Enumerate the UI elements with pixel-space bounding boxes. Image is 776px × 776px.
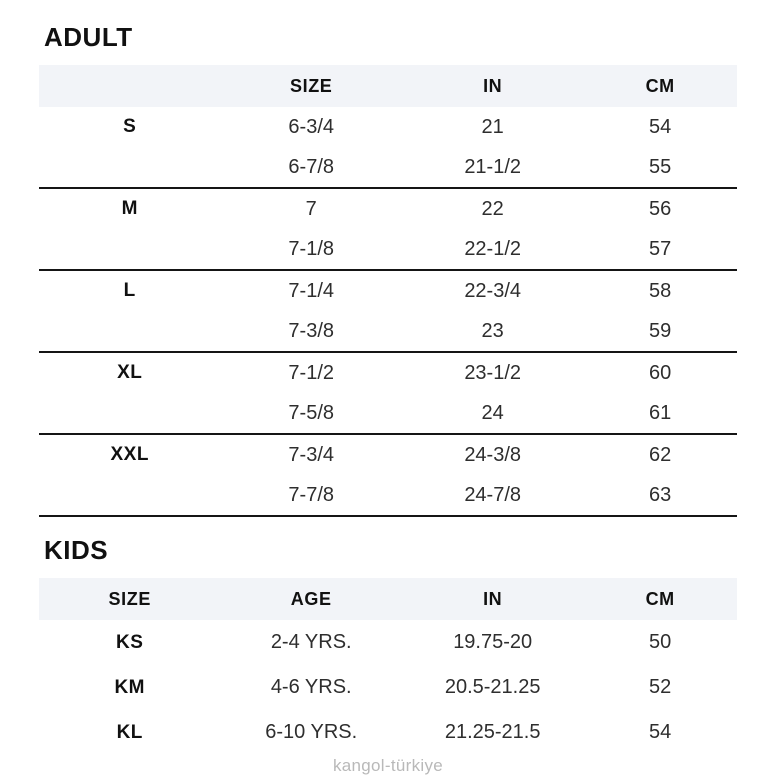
cell-cm: 60	[649, 361, 672, 384]
adult-size-group-l	[39, 271, 737, 353]
cell-size: 7-3/8	[288, 319, 334, 342]
cell-age: 6-10 YRS.	[265, 721, 358, 743]
adult-size-group-s	[39, 107, 737, 189]
adult-table-header-row	[39, 65, 737, 107]
cell-in: 23-1/2	[464, 361, 522, 384]
cell-size: 7-7/8	[288, 483, 334, 506]
table-row	[39, 189, 737, 229]
adult-section-heading: ADULT	[44, 22, 133, 52]
adult-size-group-xl	[39, 353, 737, 435]
size-group-label: M	[121, 198, 138, 219]
table-row	[39, 311, 737, 351]
cell-in: 21.25-21.5	[444, 721, 541, 743]
kids-header-age: AGE	[290, 588, 332, 609]
cell-in: 21	[481, 115, 504, 138]
adult-size-group-m	[39, 189, 737, 271]
cell-cm: 61	[649, 401, 672, 424]
cell-cm: 58	[649, 279, 672, 302]
kids-header-in: IN	[483, 588, 503, 609]
cell-in: 19.75-20	[453, 631, 533, 653]
cell-size: 7-1/8	[288, 237, 334, 260]
kids-size-table	[39, 578, 737, 755]
adult-size-group-xxl	[39, 435, 737, 517]
kids-table-header-row	[39, 578, 737, 620]
table-row	[39, 229, 737, 269]
cell-in: 22-1/2	[464, 237, 522, 260]
cell-in: 24-7/8	[464, 483, 522, 506]
table-row	[39, 475, 737, 515]
table-row	[39, 620, 737, 665]
cell-in: 24-3/8	[464, 443, 522, 466]
size-chart-page	[39, 22, 737, 776]
size-group-label: XL	[117, 362, 143, 383]
cell-cm: 52	[649, 676, 672, 698]
cell-age: 4-6 YRS.	[270, 676, 352, 698]
adult-header-in: IN	[483, 75, 503, 96]
cell-size: 7-1/2	[288, 361, 334, 384]
cell-cm: 50	[649, 631, 672, 653]
size-group-label: L	[123, 280, 136, 301]
adult-header-cm: CM	[645, 75, 675, 96]
cell-size: 7	[305, 197, 317, 220]
adult-size-table	[39, 65, 737, 517]
cell-in: 22	[481, 197, 504, 220]
cell-size: 7-1/4	[288, 279, 334, 302]
table-row	[39, 665, 737, 710]
cell-in: 23	[481, 319, 504, 342]
size-group-label: XXL	[110, 444, 149, 465]
table-row	[39, 107, 737, 147]
site-watermark: kangol-türkiye	[332, 756, 444, 775]
table-row	[39, 435, 737, 475]
cell-kids-size: KL	[116, 721, 143, 743]
cell-age: 2-4 YRS.	[270, 631, 352, 653]
cell-cm: 59	[649, 319, 672, 342]
cell-cm: 55	[649, 155, 672, 178]
table-row	[39, 710, 737, 755]
cell-cm: 63	[649, 483, 672, 506]
cell-in: 22-3/4	[464, 279, 522, 302]
table-row	[39, 393, 737, 433]
cell-in: 21-1/2	[464, 155, 522, 178]
cell-size: 7-5/8	[288, 401, 334, 424]
kids-header-size: SIZE	[108, 588, 151, 609]
cell-in: 24	[481, 401, 504, 424]
kids-header-cm: CM	[645, 588, 675, 609]
table-row	[39, 147, 737, 187]
kids-section-heading: KIDS	[44, 535, 109, 565]
cell-kids-size: KS	[116, 631, 144, 653]
cell-cm: 54	[649, 115, 672, 138]
cell-size: 6-7/8	[288, 155, 334, 178]
cell-size: 7-3/4	[288, 443, 334, 466]
adult-header-size: SIZE	[289, 75, 333, 96]
size-group-label: S	[123, 116, 137, 137]
cell-cm: 56	[649, 197, 672, 220]
cell-in: 20.5-21.25	[444, 676, 541, 698]
cell-cm: 57	[649, 237, 672, 260]
table-row	[39, 353, 737, 393]
cell-cm: 54	[649, 721, 672, 743]
cell-cm: 62	[649, 443, 672, 466]
cell-kids-size: KM	[114, 676, 146, 698]
table-row	[39, 271, 737, 311]
cell-size: 6-3/4	[288, 115, 334, 138]
